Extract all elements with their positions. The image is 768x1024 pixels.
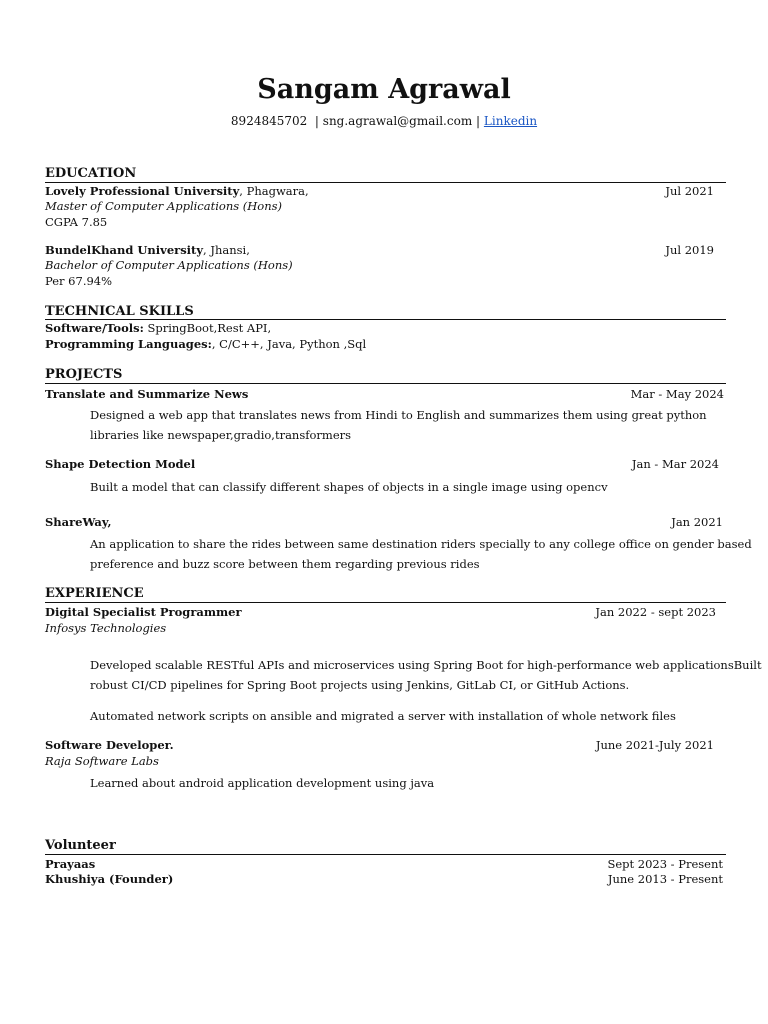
education-school: Lovely Professional University, Phagwara, [45,184,309,198]
education-date: Jul 2021 [665,184,714,198]
section-divider [45,319,726,320]
volunteer-item: Prayaas [45,857,96,871]
email-address: sng.agrawal@gmail.com [322,114,473,128]
project-name: Shape Detection Model [45,457,196,471]
job-date: June 2021-July 2021 [595,738,714,752]
phone-number: 8924845702 [230,114,308,128]
education-school: BundelKhand University, Jhansi, [45,243,250,257]
education-score: CGPA 7.85 [45,215,108,229]
project-date: Jan - Mar 2024 [631,457,719,471]
candidate-name: Sangam Agrawal [257,74,511,105]
project-date: Jan 2021 [671,515,723,529]
education-degree: Master of Computer Applications (Hons) [45,199,283,213]
section-divider [45,383,726,384]
job-role: Digital Specialist Programmer [45,605,242,619]
skills-languages: Programming Languages:, C/C++, Java, Python ,Sql [45,337,367,351]
contact-line [0,114,768,128]
project-name: ShareWay, [45,515,112,529]
section-divider [45,602,726,603]
education-date: Jul 2019 [665,243,714,257]
job-description: Developed scalable RESTful APIs and microservices using Spring Boot for high-performance web applicationsBuilt robust CI/CD pipelines for Spring Boot projects using Jenkins, GitLab CI, or GitHub Actions. [90,658,762,692]
project-description: Designed a web app that translates news from Hindi to English and summarizes them using great python libraries like newspaper,gradio,transformers [90,408,707,442]
project-name: Translate and Summarize News [45,387,249,401]
education-score: Per 67.94% [45,274,113,288]
volunteer-date: Sept 2023 - Present [607,857,723,871]
job-company: Infosys Technologies [45,621,167,635]
section-divider [45,182,726,183]
job-date: Jan 2022 - sept 2023 [595,605,716,619]
job-description: Automated network scripts on ansible and migrated a server with installation of whole network files [90,709,676,723]
education-degree: Bachelor of Computer Applications (Hons) [45,258,293,272]
education-heading: EDUCATION [45,166,137,181]
volunteer-date: June 2013 - Present [607,872,723,886]
separator: | [476,114,481,128]
projects-heading: PROJECTS [45,367,123,382]
skills-heading: TECHNICAL SKILLS [45,304,194,319]
project-description: Built a model that can classify different shapes of objects in a single image using opencv [90,480,608,494]
project-date: Mar - May 2024 [630,387,724,401]
volunteer-heading: Volunteer [45,838,116,853]
job-company: Raja Software Labs [45,754,159,768]
experience-heading: EXPERIENCE [45,586,144,601]
separator: | [314,114,319,128]
job-description: Learned about android application development using java [90,776,435,790]
section-divider [45,854,726,855]
linkedin-link[interactable]: Linkedin [483,114,538,128]
job-role: Software Developer. [45,738,174,752]
skills-tools: Software/Tools: SpringBoot,Rest API, [45,321,272,335]
volunteer-item: Khushiya (Founder) [45,872,174,886]
project-description: An application to share the rides between same destination riders specially to any college office on gender based preference and buzz score between them regarding previous rides [90,537,752,571]
